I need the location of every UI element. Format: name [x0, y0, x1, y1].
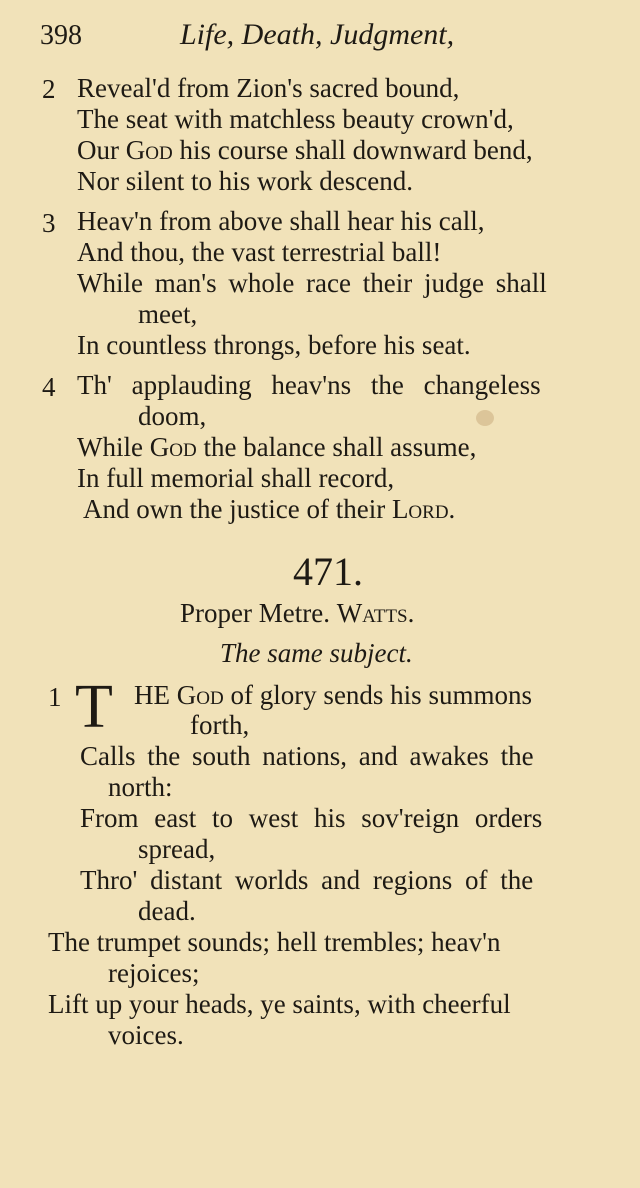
verse-line: Reveal'd from Zion's sacred bound,: [77, 73, 460, 103]
verse-line: While man's whole race their judge shall: [77, 268, 547, 298]
verse-line-continued: voices.: [108, 1020, 184, 1050]
verse-line: Nor silent to his work descend.: [77, 166, 413, 196]
verse-line: Heav'n from above shall hear his call,: [77, 206, 485, 236]
verse-line: And thou, the vast terrestrial ball!: [77, 237, 442, 267]
title-judgment: Judgment: [330, 18, 447, 51]
verse-line: While God the balance shall assume,: [77, 432, 477, 462]
verse-line-continued: forth,: [190, 710, 250, 740]
verse-line: Th' applauding heav'ns the changeless: [77, 370, 541, 400]
verse-line: From east to west his sov'reign orders: [80, 803, 543, 833]
verse-line: Calls the south nations, and awakes the: [80, 741, 534, 771]
hymn-number: 471.: [293, 549, 363, 594]
verse-line: The trumpet sounds; hell trembles; heav'n: [48, 927, 501, 957]
verse-number: 2: [42, 74, 56, 104]
verse-number: 3: [42, 208, 56, 238]
verse-line: And own the justice of their Lord.: [83, 494, 456, 524]
small-caps-god: God: [149, 432, 197, 462]
small-caps-lord: Lord: [391, 494, 449, 524]
hymn-author: Watts: [336, 598, 408, 628]
small-caps-god: God: [176, 680, 224, 710]
page-number: 398: [40, 20, 82, 51]
verse-line-continued: rejoices;: [108, 958, 200, 988]
title-death: Death: [241, 18, 315, 51]
verse-line: In full memorial shall record,: [77, 463, 395, 493]
hymn-subject: The same subject.: [220, 638, 413, 668]
verse-line-continued: doom,: [138, 401, 207, 431]
running-title: Life, Death, Judgment,: [180, 18, 455, 51]
title-life: Life: [180, 18, 227, 51]
verse-line: HE God of glory sends his summons: [134, 680, 532, 710]
paper-stain: [476, 410, 494, 426]
verse-line: In countless throngs, before his seat.: [77, 330, 471, 360]
verse-number: 4: [42, 372, 56, 402]
verse-line-continued: north:: [108, 772, 173, 802]
hymn-meter: Proper Metre.: [180, 598, 330, 628]
verse-line: Our God his course shall downward bend,: [77, 135, 533, 165]
small-caps-god: God: [125, 135, 173, 165]
verse-line-continued: meet,: [138, 299, 198, 329]
drop-cap: T: [75, 673, 113, 741]
verse-line: The seat with matchless beauty crown'd,: [77, 104, 514, 134]
verse-number: 1: [48, 682, 62, 712]
hymn-meter-author: Proper Metre. Watts.: [180, 598, 415, 628]
verse-line-continued: spread,: [138, 834, 216, 864]
verse-line-continued: dead.: [138, 896, 196, 926]
verse-line: Lift up your heads, ye saints, with cheerful: [48, 989, 511, 1019]
verse-line: Thro' distant worlds and regions of the: [80, 865, 534, 895]
